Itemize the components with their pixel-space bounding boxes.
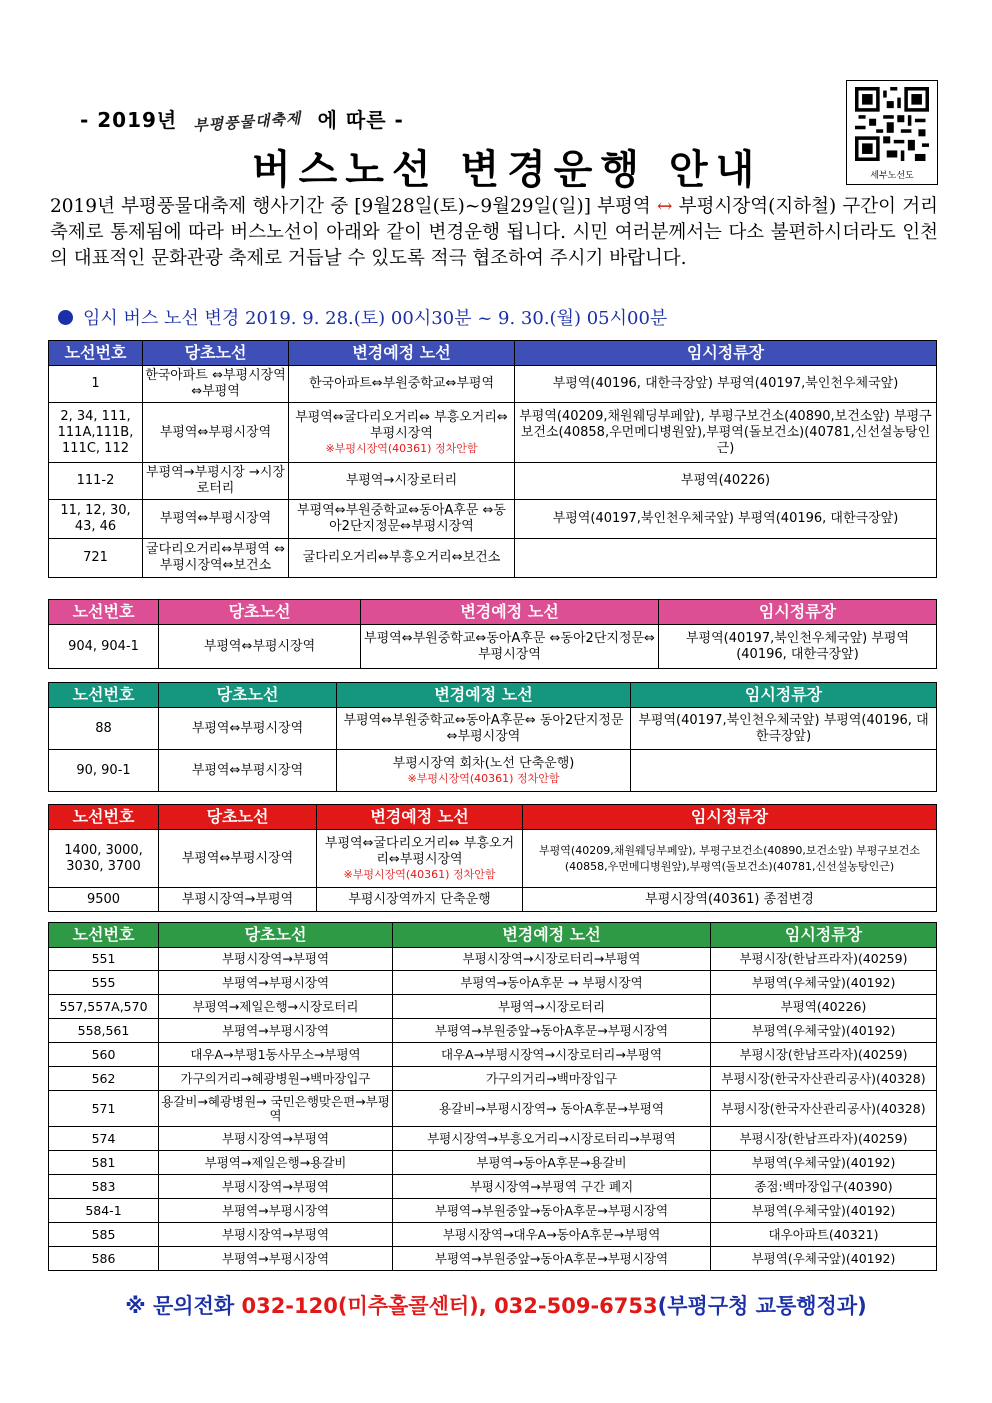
table-row — [49, 625, 937, 669]
cell-note: ※부평시장역(40361) 정차안함 — [407, 772, 560, 785]
cell-original: 부평역→부평시장 →시장로터리 — [143, 463, 289, 500]
cell-original: 부평시장역→부평역 — [159, 888, 317, 912]
table-row — [49, 403, 937, 463]
col-stop: 임시정류장 — [515, 341, 937, 366]
col-changed: 변경예정 노선 — [289, 341, 515, 366]
cell-original: 부평시장역→부평역 — [159, 1175, 393, 1199]
table-header — [49, 923, 937, 948]
cell-route: 1 — [49, 366, 143, 403]
cell-stop: 부평역(우체국앞)(40192) — [711, 971, 937, 995]
cell-stop: 부평시장(한국자산관리공사)(40328) — [711, 1067, 937, 1091]
cell-route: 90, 90-1 — [49, 750, 159, 792]
route-table-4 — [48, 804, 937, 912]
col-changed: 변경예정 노선 — [337, 683, 631, 708]
cell-stop: 부평역(40209,채원웨딩부페앞), 부평구보건소(40890,보건소앞) 부평구보건소(40858,우먼메디병원앞),부평역(돌보건소)(40781,신선설농탕인근) — [523, 830, 937, 888]
cell-route: 11, 12, 30, 43, 46 — [49, 500, 143, 539]
cell-original: 부평시장역→부평역 — [159, 948, 393, 971]
changed-text: 부평시장역 회차(노선 단축운행) — [392, 756, 575, 771]
cell-route: 1400, 3000, 3030, 3700 — [49, 830, 159, 888]
cell-changed: 대우A→부평시장역→시장로터리→부평역 — [393, 1043, 711, 1067]
col-changed: 변경예정 노선 — [317, 805, 523, 830]
cell-original: 부평역⇔부평시장역 — [159, 830, 317, 888]
col-changed: 변경예정 노선 — [393, 923, 711, 948]
table-row — [49, 971, 937, 995]
cell-route: 557,557A,570 — [49, 995, 159, 1019]
route-table-1 — [48, 340, 937, 578]
table-row — [49, 888, 937, 912]
cell-changed — [337, 750, 631, 792]
table-row — [49, 1127, 937, 1151]
col-route: 노선번호 — [49, 923, 159, 948]
cell-stop: 부평시장역(40361) 종점변경 — [523, 888, 937, 912]
table-row — [49, 366, 937, 403]
cell-route: 558,561 — [49, 1019, 159, 1043]
footer-phone-1[interactable]: 032-120(미추홀콜센터), — [241, 1294, 487, 1318]
changed-text: 부평역⇔굴다리오거리⇔ 부흥오거리⇔부평시장역 — [295, 410, 508, 441]
cell-route: 584-1 — [49, 1199, 159, 1223]
cell-route: 581 — [49, 1151, 159, 1175]
cell-changed: 한국아파트⇔부원중학교⇔부평역 — [289, 366, 515, 403]
cell-stop: 부평역(40209,채원웨딩부페앞), 부평구보건소(40890,보건소앞) 부평구보건소(40858,우먼메디병원앞),부평역(돌보건소)(40781,신선설농탕인근) — [515, 403, 937, 463]
qr-code[interactable] — [846, 80, 938, 185]
cell-route: 111-2 — [49, 463, 143, 500]
cell-original: 부평역→제일은행→시장로터리 — [159, 995, 393, 1019]
qr-code-icon — [855, 87, 929, 161]
col-route: 노선번호 — [49, 600, 159, 625]
cell-route: 560 — [49, 1043, 159, 1067]
cell-route: 721 — [49, 539, 143, 578]
cell-note: ※부평시장역(40361) 정차안함 — [343, 868, 496, 881]
cell-changed: 부평역→동아A후문 → 부평시장역 — [393, 971, 711, 995]
col-original: 당초노선 — [159, 805, 317, 830]
page-title: 버스노선 변경운행 안내 — [252, 147, 763, 193]
cell-changed: 부평역⇔부원중학교⇔동아A후문 ⇔동아2단지정문⇔부평시장역 — [361, 625, 659, 669]
cell-changed: 부평역⇔부원중학교⇔동아A후문⇔ 동아2단지정문⇔부평시장역 — [337, 708, 631, 750]
table-header — [49, 805, 937, 830]
cell-original: 부평역→부평시장역 — [159, 1199, 393, 1223]
col-original: 당초노선 — [159, 683, 337, 708]
cell-original: 부평시장역→부평역 — [159, 1127, 393, 1151]
cell-original: 부평역⇔부평시장역 — [159, 750, 337, 792]
cell-stop: 부평역(40197,북인천우체국앞) 부평역(40196, 대한극장앞) — [515, 500, 937, 539]
header-line — [80, 104, 404, 133]
intro-paragraph — [50, 194, 938, 272]
cell-changed: 굴다리오거리⇔부흥오거리⇔보건소 — [289, 539, 515, 578]
col-stop: 임시정류장 — [711, 923, 937, 948]
table-row — [49, 500, 937, 539]
cell-route: 2, 34, 111, 111A,111B, 111C, 112 — [49, 403, 143, 463]
cell-route: 9500 — [49, 888, 159, 912]
cell-route: 586 — [49, 1247, 159, 1271]
cell-changed: 부평역→동아A후문→용갈비 — [393, 1151, 711, 1175]
cell-stop: 부평역(40196, 대한극장앞) 부평역(40197,북인천우체국앞) — [515, 366, 937, 403]
period-line — [58, 304, 667, 330]
cell-route: 574 — [49, 1127, 159, 1151]
cell-original: 부평역⇔부평시장역 — [143, 500, 289, 539]
cell-original: 부평역→제일은행→용갈비 — [159, 1151, 393, 1175]
route-table-2 — [48, 599, 937, 669]
period-text: 임시 버스 노선 변경 2019. 9. 28.(토) 00시30분 ~ 9. 30.(월) 05시00분 — [83, 308, 668, 329]
cell-original: 부평역→부평시장역 — [159, 971, 393, 995]
table-row — [49, 1175, 937, 1199]
cell-stop — [515, 539, 937, 578]
cell-route: 583 — [49, 1175, 159, 1199]
footer-dept: (부평구청 교통행정과) — [657, 1294, 867, 1318]
col-stop: 임시정류장 — [631, 683, 937, 708]
cell-stop: 종점:백마장입구(40390) — [711, 1175, 937, 1199]
event-logo: 부평풍물대축제 — [192, 109, 303, 135]
cell-changed: 부평역→부원중앞→동아A후문→부평시장역 — [393, 1199, 711, 1223]
cell-changed: 부평역→시장로터리 — [393, 995, 711, 1019]
cell-original: 부평역⇔부평시장역 — [143, 403, 289, 463]
cell-stop: 부평역(우체국앞)(40192) — [711, 1151, 937, 1175]
header-suffix: 에 따른 - — [317, 108, 404, 132]
col-route: 노선번호 — [49, 341, 143, 366]
footer-prefix: ※ 문의전화 — [125, 1294, 235, 1318]
route-table-5 — [48, 922, 937, 1271]
table-header — [49, 600, 937, 625]
cell-original: 부평역⇔부평시장역 — [159, 708, 337, 750]
cell-stop: 부평시장(한남프라자)(40259) — [711, 948, 937, 971]
table-row — [49, 1199, 937, 1223]
cell-stop: 대우아파트(40321) — [711, 1223, 937, 1247]
table-row — [49, 1151, 937, 1175]
table-row — [49, 1067, 937, 1091]
cell-stop: 부평역(우체국앞)(40192) — [711, 1247, 937, 1271]
cell-route: 551 — [49, 948, 159, 971]
cell-stop: 부평역(40226) — [711, 995, 937, 1019]
col-original: 당초노선 — [159, 600, 361, 625]
cell-changed: 부평시장역→부흥오거리→시장로터리→부평역 — [393, 1127, 711, 1151]
cell-changed: 부평역→부원중앞→동아A후문→부평시장역 — [393, 1247, 711, 1271]
table-row — [49, 830, 937, 888]
col-stop: 임시정류장 — [523, 805, 937, 830]
table-row — [49, 995, 937, 1019]
cell-changed: 부평시장역→대우A→동아A후문→부평역 — [393, 1223, 711, 1247]
cell-route: 562 — [49, 1067, 159, 1091]
col-stop: 임시정류장 — [659, 600, 937, 625]
cell-route: 88 — [49, 708, 159, 750]
cell-changed: 부평시장역→시장로터리→부평역 — [393, 948, 711, 971]
cell-changed: 부평시장역까지 단축운행 — [317, 888, 523, 912]
cell-changed: 가구의거리→백마장입구 — [393, 1067, 711, 1091]
cell-original: 부평역→부평시장역 — [159, 1247, 393, 1271]
cell-stop: 부평역(우체국앞)(40192) — [711, 1199, 937, 1223]
cell-stop: 부평역(40197,북인천우체국앞) 부평역(40196, 대한극장앞) — [659, 625, 937, 669]
intro-part2: 부평시장역(지하철) 구간이 거리축제로 통제됨에 따라 버스노선이 아래와 같이 변경운행 됩니다. 시민 여러분께서는 다소 불편하시더라도 인천의 대표적인 문화관광 축제로 거듭날 수 있도록 적극 협조하여 주시기 바랍니다. — [50, 196, 938, 269]
cell-stop: 부평역(40226) — [515, 463, 937, 500]
col-route: 노선번호 — [49, 805, 159, 830]
table-row — [49, 1091, 937, 1127]
cell-original: 굴다리오거리⇔부평역 ⇔부평시장역⇔보건소 — [143, 539, 289, 578]
cell-stop: 부평시장(한남프라자)(40259) — [711, 1127, 937, 1151]
contact-footer — [0, 1290, 992, 1320]
bidirectional-arrow-icon: ↔ — [657, 196, 673, 217]
cell-changed — [289, 403, 515, 463]
cell-changed: 부평역→부원중앞→동아A후문→부평시장역 — [393, 1019, 711, 1043]
cell-original: 부평시장역→부평역 — [159, 1223, 393, 1247]
footer-phone-2[interactable]: 032-509-6753 — [494, 1294, 658, 1318]
col-original: 당초노선 — [159, 923, 393, 948]
cell-original: 부평역→부평시장역 — [159, 1019, 393, 1043]
col-route: 노선번호 — [49, 683, 159, 708]
cell-changed: 부평역→시장로터리 — [289, 463, 515, 500]
route-table-3 — [48, 682, 937, 792]
cell-note: ※부평시장역(40361) 정차안함 — [325, 442, 478, 455]
table-header — [49, 683, 937, 708]
cell-changed: 용갈비→부평시장역→ 동아A후문→부평역 — [393, 1091, 711, 1127]
col-changed: 변경예정 노선 — [361, 600, 659, 625]
cell-original: 대우A→부평1동사무소→부평역 — [159, 1043, 393, 1067]
cell-route: 904, 904-1 — [49, 625, 159, 669]
cell-changed: 부평역⇔부원중학교⇔동아A후문 ⇔동아2단지정문⇔부평시장역 — [289, 500, 515, 539]
cell-stop: 부평시장(한남프라자)(40259) — [711, 1043, 937, 1067]
table-row — [49, 539, 937, 578]
table-header — [49, 341, 937, 366]
table-row — [49, 750, 937, 792]
cell-route: 555 — [49, 971, 159, 995]
changed-text: 부평역⇔굴다리오거리⇔ 부흥오거리⇔부평시장역 — [324, 836, 515, 867]
cell-changed — [317, 830, 523, 888]
qr-caption: 세부노선도 — [870, 171, 914, 181]
bullet-icon — [58, 310, 73, 325]
cell-stop: 부평시장(한국자산관리공사)(40328) — [711, 1091, 937, 1127]
col-original: 당초노선 — [143, 341, 289, 366]
cell-stop: 부평역(우체국앞)(40192) — [711, 1019, 937, 1043]
table-row — [49, 1019, 937, 1043]
cell-route: 571 — [49, 1091, 159, 1127]
cell-original: 용갈비→혜광병원→ 국민은행맞은편→부평역 — [159, 1091, 393, 1127]
header-year: - 2019년 — [80, 108, 178, 132]
cell-route: 585 — [49, 1223, 159, 1247]
table-row — [49, 1223, 937, 1247]
intro-part1: 2019년 부평풍물대축제 행사기간 중 [9월28일(토)∼9월29일(일)] 부평역 — [50, 196, 651, 217]
cell-original: 한국아파트 ⇔부평시장역⇔부평역 — [143, 366, 289, 403]
table-row — [49, 1247, 937, 1271]
table-row — [49, 463, 937, 500]
cell-stop: 부평역(40197,북인천우체국앞) 부평역(40196, 대한극장앞) — [631, 708, 937, 750]
cell-stop — [631, 750, 937, 792]
cell-original: 가구의거리→혜광병원→백마장입구 — [159, 1067, 393, 1091]
table-row — [49, 948, 937, 971]
table-row — [49, 708, 937, 750]
cell-changed: 부평시장역→부평역 구간 폐지 — [393, 1175, 711, 1199]
table-row — [49, 1043, 937, 1067]
cell-original: 부평역⇔부평시장역 — [159, 625, 361, 669]
